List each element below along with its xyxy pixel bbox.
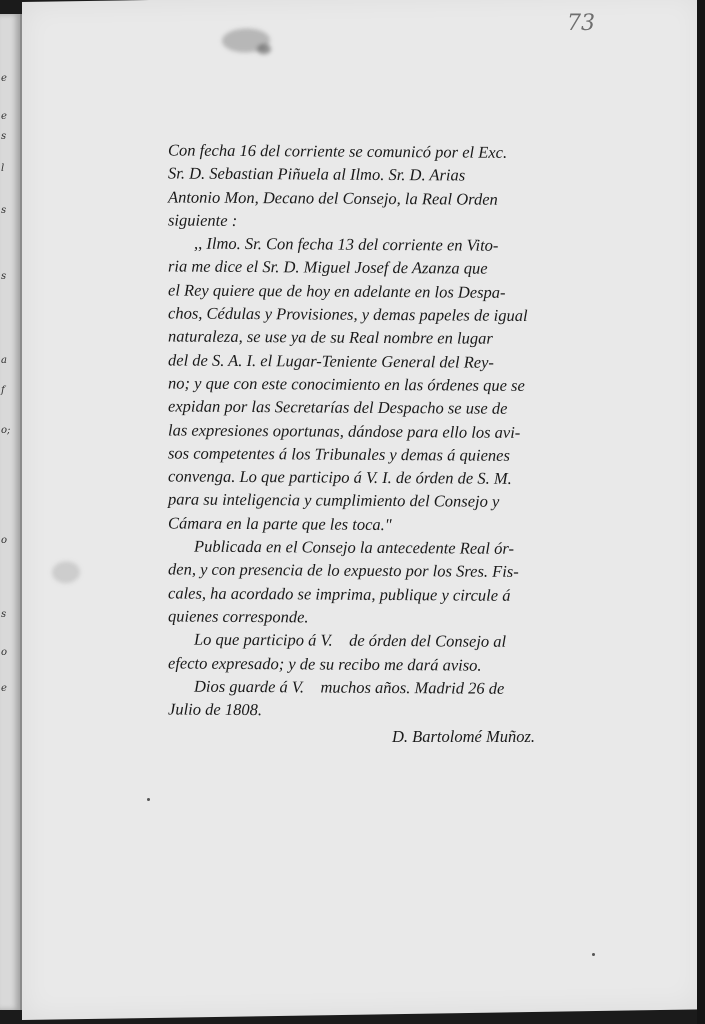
paper-stain — [52, 561, 80, 583]
text-line: Antonio Mon, Decano del Consejo, la Real Orden — [168, 187, 498, 209]
text-line: ,, Ilmo. Sr. Con fecha 13 del corriente en Vito- — [194, 233, 499, 255]
signature-line: D. Bartolomé Muñoz. — [392, 727, 535, 746]
margin-fragment: o — [1, 647, 8, 658]
text-line: el Rey quiere que de hoy en adelante en los Despa- — [168, 280, 506, 302]
text-line: Sr. D. Sebastian Piñuela al Ilmo. Sr. D. Arias — [168, 163, 466, 185]
text-line: Publicada en el Consejo la antecedente Real ór- — [194, 536, 514, 558]
margin-fragment: f — [1, 385, 5, 396]
paper-speck — [592, 953, 595, 956]
margin-fragment: s — [1, 131, 7, 142]
text-line: Con fecha 16 del corriente se comunicó por el Exc. — [168, 140, 508, 162]
text-line: chos, Cédulas y Provisiones, y demas papeles de igual — [168, 303, 528, 326]
text-line: cales, ha acordado se imprima, publique y circule á — [168, 583, 511, 605]
paragraph-intro — [168, 138, 608, 234]
margin-fragment: a — [1, 355, 7, 366]
text-line: efecto expresado; y de su recibo me dará aviso. — [168, 652, 482, 675]
text-line: den, y con presencia de lo expuesto por los Sres. Fis- — [168, 559, 519, 582]
paper-stain — [257, 44, 271, 54]
adjacent-page-edge — [0, 14, 22, 1010]
margin-fragment: s — [1, 609, 7, 620]
text-line: expidan por las Secretarías del Despacho se use de — [168, 396, 508, 419]
text-line: convenga. Lo que participo á V. I. de órden de S. M. — [168, 466, 512, 489]
paragraph-quoted-order — [168, 232, 608, 538]
text-line: Lo que participo á V. de órden del Consejo al — [194, 629, 507, 652]
scan-edge-shadow — [697, 0, 705, 1024]
text-line: siguiente : — [168, 210, 238, 230]
paragraph-publication — [168, 535, 608, 631]
text-line: para su inteligencia y cumplimiento del Consejo y — [168, 489, 500, 512]
document-body — [168, 138, 608, 723]
margin-fragment: o — [1, 535, 8, 546]
text-line: quienes corresponde. — [168, 606, 309, 627]
margin-fragment: e — [1, 73, 7, 84]
margin-fragment: e — [1, 683, 7, 694]
text-line: ria me dice el Sr. D. Miguel Josef de Azanza que — [168, 256, 488, 279]
text-line: Cámara en la parte que les toca." — [168, 513, 392, 534]
text-line: Dios guarde á V. muchos años. Madrid 26 de — [194, 676, 505, 698]
text-line: sos competentes á los Tribunales y demas á quienes — [168, 443, 510, 465]
paper-speck — [147, 798, 150, 801]
text-line: las expresiones oportunas, dándose para ello los avi- — [168, 420, 521, 442]
text-line: del de S. A. I. el Lugar-Teniente General del Rey- — [168, 350, 494, 372]
text-line: Julio de 1808. — [168, 699, 262, 720]
margin-fragment: s — [1, 205, 7, 216]
paragraph-notice — [168, 628, 608, 678]
margin-fragment: o; — [1, 425, 11, 436]
margin-fragment: e — [1, 111, 7, 122]
text-line: naturaleza, se use ya de su Real nombre en lugar — [168, 326, 493, 349]
paragraph-closing — [168, 674, 608, 724]
margin-fragment: s — [1, 271, 7, 282]
margin-fragment: l — [1, 163, 5, 174]
folio-number: 73 — [567, 11, 595, 37]
text-line: no; y que con este conocimiento en las órdenes que se — [168, 373, 525, 395]
